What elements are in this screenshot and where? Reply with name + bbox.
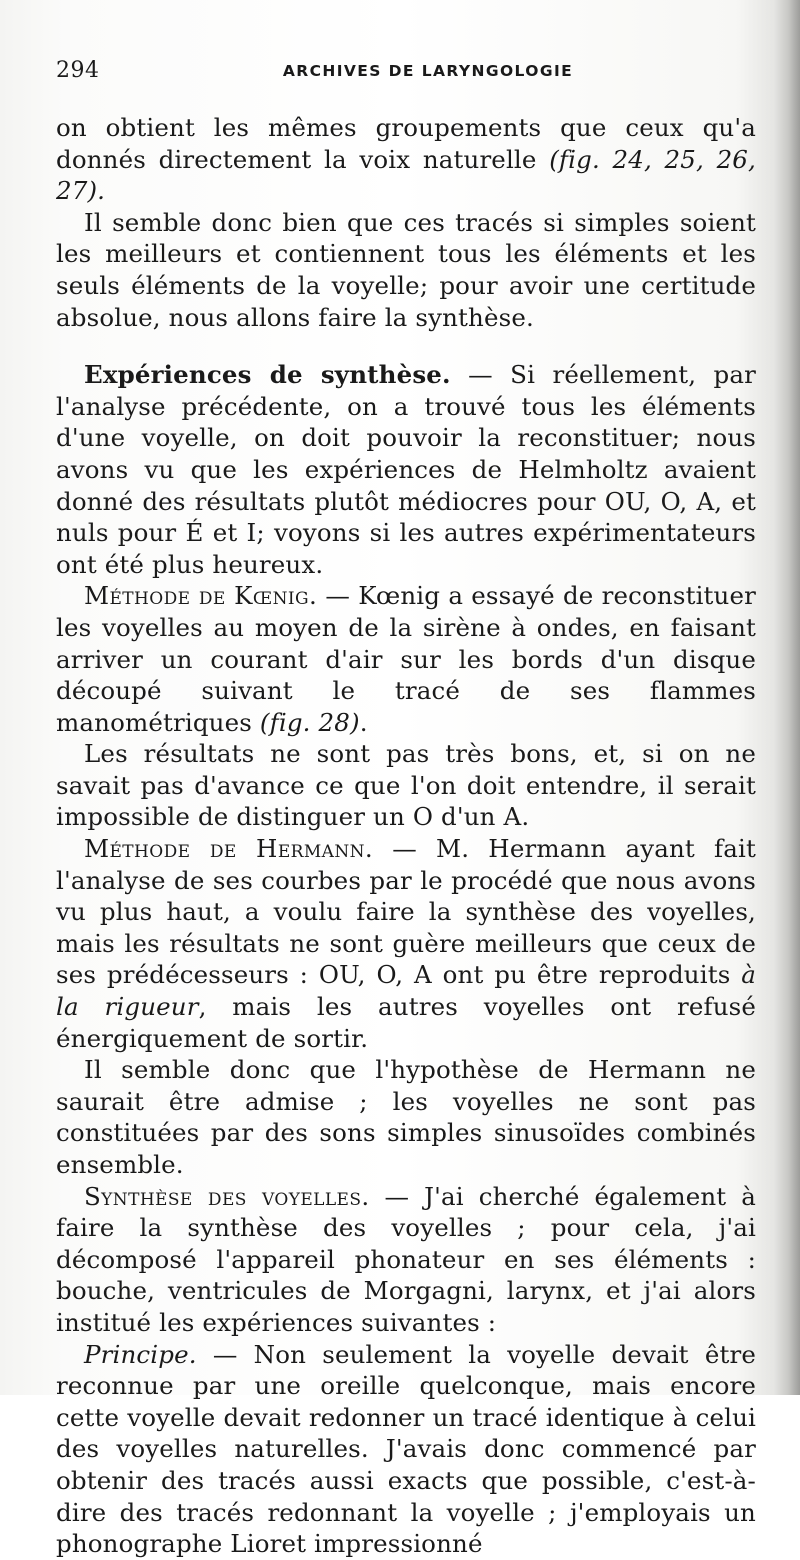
- paragraph: Il semble donc bien que ces tracés si simples soient les meilleurs et contiennent tous les éléments et les seuls éléments de la voyelle; pour avoir une certitude absolue, nous allons faire la synthèse.: [56, 207, 756, 332]
- page-number: 294: [56, 58, 100, 83]
- paragraph-methode-koenig: Méthode de Kœnig. — Kœnig a essayé de reconstituer les voyelles au moyen de la sirène à ondes, en faisant arriver un courant d'air sur les bords d'un disque découpé suivant le tracé de ses flammes manométriques (fig. 28).: [56, 581, 756, 737]
- paragraph: Il semble donc que l'hypothèse de Hermann ne saurait être admise ; les voyelles ne sont pas constituées par des sons simples sinusoïdes combinés ensemble.: [56, 1055, 756, 1179]
- italic-phrase: à la rigueur: [56, 960, 756, 1022]
- subsection-heading: Synthèse des voyelles.: [84, 1181, 370, 1211]
- subsection-heading: Méthode de Hermann.: [84, 834, 374, 864]
- running-head: ARCHIVES DE LARYNGOLOGIE: [282, 62, 574, 80]
- paragraph: Les résultats ne sont pas très bons, et, si on ne savait pas d'avance ce que l'on doit entendre, il serait impossible de distinguer un O d'un A.: [56, 739, 756, 832]
- paragraph-synthese-voyelles: Synthèse des voyelles. — J'ai cherché également à faire la synthèse des voyelles ; pour cela, j'ai décomposé l'appareil phonateur en ses éléments : bouche, ventricules de Morgagni, larynx, et j'ai alors institué les expériences suivantes :: [56, 1181, 756, 1337]
- body-text: [56, 112, 756, 1560]
- subsection-heading: Méthode de Kœnig.: [84, 581, 318, 611]
- paragraph-principe: Principe. — Non seulement la voyelle devait être reconnue par une oreille quelconque, mais encore cette voyelle devait redonner un tracé identique à celui des voyelles naturelles. J'avais donc commencé par obtenir des tracés aussi exacts que possible, c'est-à-dire des tracés redonnant la voyelle ; j'employais un phonographe Lioret impressionné: [56, 1339, 756, 1559]
- figure-reference: (fig. 28): [259, 707, 360, 737]
- page-edge-shadow: [774, 0, 800, 1395]
- paragraph-methode-hermann: Méthode de Hermann. — M. Hermann ayant fait l'analyse de ses courbes par le procédé que nous avons vu plus haut, a voulu faire la synthèse des voyelles, mais les résultats ne sont guère meilleurs que ceux de ses prédécesseurs : OU, O, A ont pu être reproduits à la rigueur, mais les autres voyelles ont refusé énergiquement de sortir.: [56, 834, 757, 1053]
- section-heading: Expériences de synthèse.: [84, 360, 451, 390]
- paragraph-section-synthese: Expériences de synthèse. — Si réellement, par l'analyse précédente, on a trouvé tous les éléments d'une voyelle, on doit pouvoir la reconstituer; nous avons vu que les expériences de Helmholtz avaient donné des résultats plutôt médiocres pour OU, O, A, et nuls pour É et I; voyons si les autres expérimentateurs ont été plus heureux.: [56, 360, 756, 579]
- page-header: [56, 58, 760, 88]
- paragraph-continuation: on obtient les mêmes groupements que ceux qu'a donnés directement la voix naturelle (fig. 24, 25, 26, 27).: [56, 113, 756, 206]
- figure-reference: (fig. 24, 25, 26, 27).: [56, 144, 756, 206]
- subsection-heading: Principe.: [84, 1339, 197, 1369]
